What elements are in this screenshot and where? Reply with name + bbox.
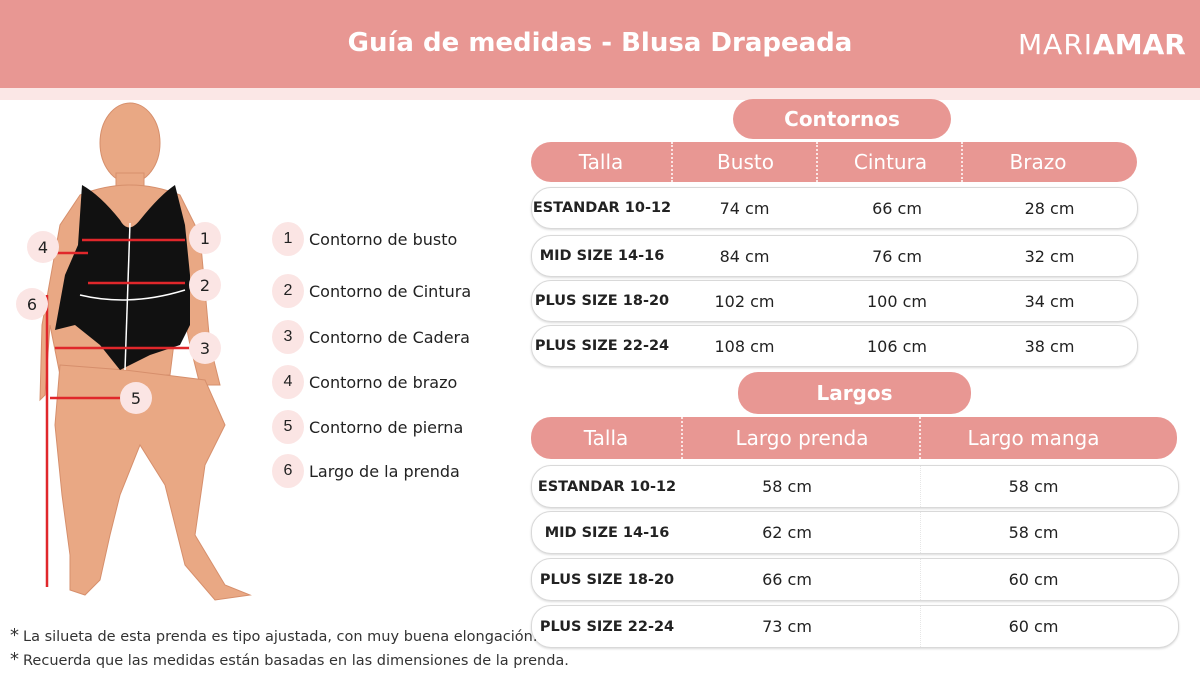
brazo-cell: 32 cm xyxy=(1024,246,1075,266)
page-title: Guía de medidas - Blusa Drapeada xyxy=(347,28,853,58)
table-row xyxy=(531,235,1138,277)
legend-item xyxy=(272,222,457,256)
table-row xyxy=(531,605,1179,648)
legend-label: Contorno de brazo xyxy=(309,372,458,392)
footnote xyxy=(10,625,537,646)
marker-1: 1 xyxy=(199,229,211,248)
size-cell: PLUS SIZE 18-20 xyxy=(539,571,675,588)
table-row xyxy=(531,280,1138,322)
marker-6: 6 xyxy=(26,295,38,314)
logo-text-mari: MARI xyxy=(1018,28,1094,61)
size-cell: MID SIZE 14-16 xyxy=(544,524,670,541)
largo-prenda-cell: 58 cm xyxy=(762,477,812,496)
table-row xyxy=(531,465,1179,508)
logo-text-amar: AMAR xyxy=(1093,28,1186,61)
legend-item xyxy=(272,320,470,354)
cintura-cell: 66 cm xyxy=(872,198,922,218)
marker-3: 3 xyxy=(199,339,211,358)
legend-number: 3 xyxy=(272,320,304,354)
legend-item xyxy=(272,410,463,444)
busto-cell: 84 cm xyxy=(719,246,770,266)
legend-number: 6 xyxy=(272,454,304,488)
header-cell-talla: Talla xyxy=(578,150,624,174)
asterisk-icon: * xyxy=(10,625,19,646)
contornos-header-row xyxy=(531,142,1137,182)
cintura-cell: 106 cm xyxy=(866,336,927,356)
legend-number: 1 xyxy=(272,222,304,256)
legend-number: 2 xyxy=(272,274,304,308)
brazo-cell: 28 cm xyxy=(1024,198,1075,218)
body-silhouette-illustration xyxy=(0,95,260,615)
busto-cell: 74 cm xyxy=(719,198,770,218)
footnote-text: Recuerda que las medidas están basadas en las dimensiones de la prenda. xyxy=(23,653,569,669)
largo-prenda-cell: 73 cm xyxy=(762,617,812,636)
cintura-cell: 76 cm xyxy=(872,246,922,266)
largo-manga-cell: 58 cm xyxy=(920,466,1146,507)
cintura-cell: 100 cm xyxy=(866,291,927,311)
table-row xyxy=(531,187,1138,229)
marker-2: 2 xyxy=(199,276,211,295)
header-cell-talla: Talla xyxy=(583,426,629,450)
brand-logo xyxy=(1018,28,1186,61)
largo-manga-cell: 60 cm xyxy=(920,606,1146,647)
size-cell: PLUS SIZE 22-24 xyxy=(534,338,670,354)
size-cell: ESTANDAR 10-12 xyxy=(532,200,672,216)
header-cell-cintura: Cintura xyxy=(816,142,963,182)
largo-prenda-cell: 66 cm xyxy=(762,570,812,589)
table-row xyxy=(531,558,1179,601)
largo-prenda-cell: 62 cm xyxy=(762,523,812,542)
busto-cell: 108 cm xyxy=(714,336,775,356)
table-row xyxy=(531,325,1138,367)
brazo-cell: 34 cm xyxy=(1024,291,1075,311)
largos-section-title: Largos xyxy=(738,372,971,414)
table-row xyxy=(531,511,1179,554)
size-cell: PLUS SIZE 22-24 xyxy=(539,618,675,635)
header-cell-brazo: Brazo xyxy=(961,142,1113,182)
legend-label: Contorno de busto xyxy=(309,229,458,249)
asterisk-icon: * xyxy=(10,649,19,670)
marker-4: 4 xyxy=(37,238,49,257)
size-cell: ESTANDAR 10-12 xyxy=(537,478,677,495)
contornos-section-title: Contornos xyxy=(733,99,951,139)
largo-manga-cell: 58 cm xyxy=(920,512,1146,553)
legend-item xyxy=(272,365,457,399)
marker-5: 5 xyxy=(130,389,142,408)
legend-label: Contorno de pierna xyxy=(309,417,464,437)
largo-manga-cell: 60 cm xyxy=(920,559,1146,600)
header-cell-busto: Busto xyxy=(671,142,818,182)
legend-label: Contorno de Cintura xyxy=(309,281,472,301)
legend-number: 4 xyxy=(272,365,304,399)
brazo-cell: 38 cm xyxy=(1024,336,1075,356)
size-cell: PLUS SIZE 18-20 xyxy=(534,293,670,309)
footnote xyxy=(10,649,569,670)
legend-number: 5 xyxy=(272,410,304,444)
legend-label: Contorno de Cadera xyxy=(309,327,470,347)
largos-header-row xyxy=(531,417,1177,459)
size-cell: MID SIZE 14-16 xyxy=(539,248,665,264)
header-cell-largo-prenda: Largo prenda xyxy=(681,417,921,459)
legend-item xyxy=(272,454,460,488)
legend-item xyxy=(272,274,471,308)
footnote-text: La silueta de esta prenda es tipo ajustada, con muy buena elongación. xyxy=(23,629,538,645)
legend-label: Largo de la prenda xyxy=(309,461,460,481)
busto-cell: 102 cm xyxy=(714,291,775,311)
header-cell-largo-manga: Largo manga xyxy=(919,417,1146,459)
